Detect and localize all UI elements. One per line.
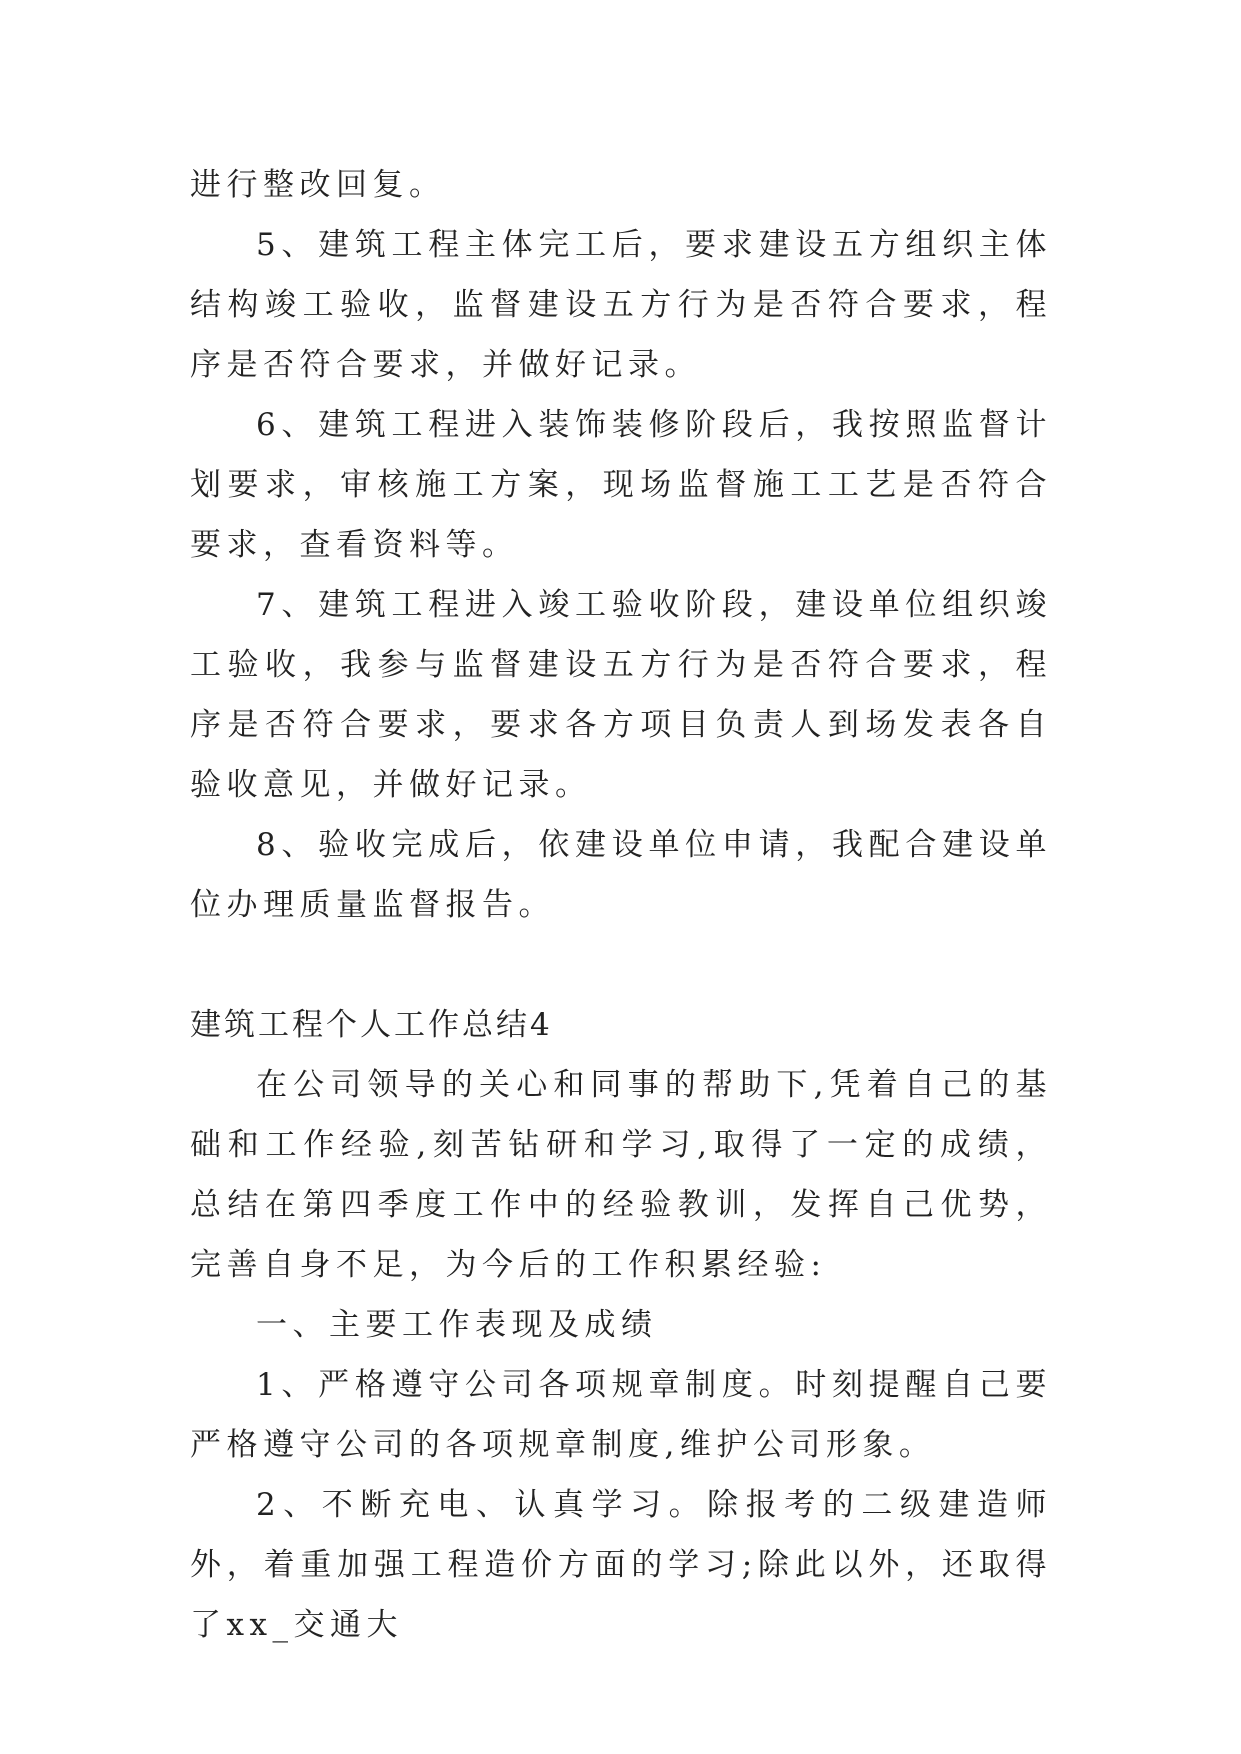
section-intro-paragraph: 在公司领导的关心和同事的帮助下,凭着自己的基础和工作经验,刻苦钻研和学习,取得了一定的成绩，总结在第四季度工作中的经验教训，发挥自己优势，完善自身不足，为今后的工作积累经验:: [190, 1067, 1052, 1283]
section-item-2: 2、不断充电、认真学习。除报考的二级建造师外，着重加强工程造价方面的学习;除此以外，还取得了xx_交通大: [190, 1487, 1052, 1643]
paragraph-item-7: 7、建筑工程进入竣工验收阶段，建设单位组织竣工验收，我参与监督建设五方行为是否符合要求，程序是否符合要求，要求各方项目负责人到场发表各自验收意见，并做好记录。: [190, 587, 1052, 803]
paragraph-item-6: 6、建筑工程进入装饰装修阶段后，我按照监督计划要求，审核施工方案，现场监督施工工艺是否符合要求，查看资料等。: [190, 407, 1052, 563]
section-item-1: 1、严格遵守公司各项规章制度。时刻提醒自己要严格遵守公司的各项规章制度,维护公司形象。: [190, 1367, 1052, 1463]
document-body: [190, 155, 1052, 1655]
paragraph-item-8: 8、验收完成后，依建设单位申请，我配合建设单位办理质量监督报告。: [190, 827, 1052, 923]
paragraph-continued: 进行整改回复。: [190, 167, 446, 203]
section-title: 建筑工程个人工作总结4: [190, 1007, 553, 1043]
section-heading-1: 一、主要工作表现及成绩: [256, 1307, 658, 1343]
paragraph-item-5: 5、建筑工程主体完工后，要求建设五方组织主体结构竣工验收，监督建设五方行为是否符合要求，程序是否符合要求，并做好记录。: [190, 227, 1052, 383]
